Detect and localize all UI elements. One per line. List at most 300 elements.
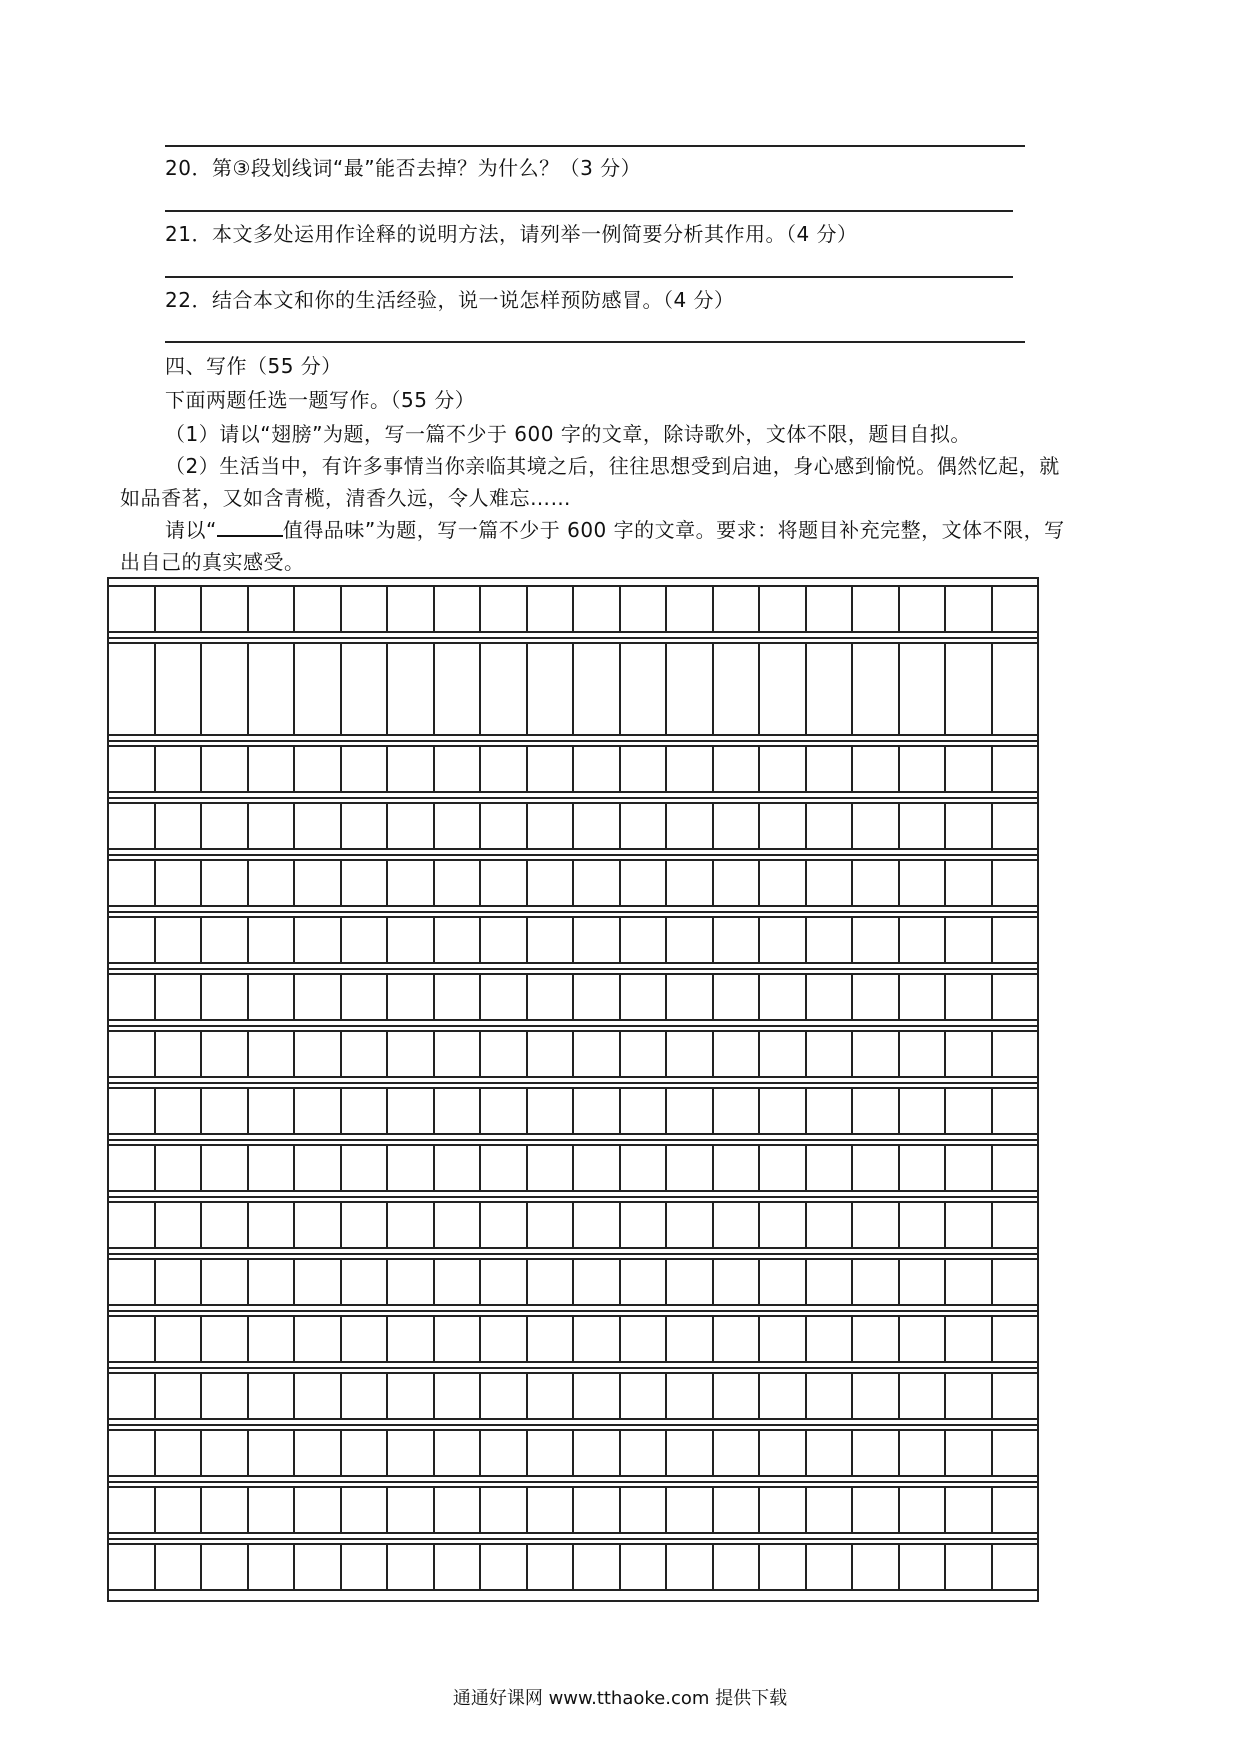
- grid-cell[interactable]: [898, 1372, 945, 1420]
- grid-cell[interactable]: [619, 1030, 666, 1078]
- grid-cell[interactable]: [758, 973, 805, 1021]
- grid-cell[interactable]: [619, 1429, 666, 1477]
- grid-cell[interactable]: [944, 642, 991, 736]
- grid-cell[interactable]: [758, 1486, 805, 1534]
- grid-cell[interactable]: [154, 1543, 201, 1591]
- grid-cell[interactable]: [247, 1372, 294, 1420]
- grid-cell[interactable]: [433, 802, 480, 850]
- grid-cell[interactable]: [433, 642, 480, 736]
- grid-cell[interactable]: [991, 973, 1038, 1021]
- grid-cell[interactable]: [991, 1315, 1038, 1363]
- grid-cell[interactable]: [712, 642, 759, 736]
- grid-cell[interactable]: [619, 802, 666, 850]
- grid-cell[interactable]: [712, 916, 759, 964]
- grid-cell[interactable]: [665, 916, 712, 964]
- grid-cell[interactable]: [479, 859, 526, 907]
- grid-cell[interactable]: [898, 802, 945, 850]
- grid-cell[interactable]: [293, 1543, 340, 1591]
- grid-cell[interactable]: [200, 859, 247, 907]
- grid-cell[interactable]: [572, 1144, 619, 1192]
- grid-cell[interactable]: [340, 1543, 387, 1591]
- grid-cell[interactable]: [386, 745, 433, 793]
- grid-cell[interactable]: [200, 916, 247, 964]
- grid-cell[interactable]: [898, 1201, 945, 1249]
- grid-cell[interactable]: [154, 1429, 201, 1477]
- grid-cell[interactable]: [154, 745, 201, 793]
- grid-cell[interactable]: [526, 1315, 573, 1363]
- grid-cell[interactable]: [386, 585, 433, 633]
- grid-cell[interactable]: [572, 1315, 619, 1363]
- grid-cell[interactable]: [572, 1087, 619, 1135]
- grid-cell[interactable]: [479, 1201, 526, 1249]
- grid-cell[interactable]: [572, 1429, 619, 1477]
- grid-cell[interactable]: [898, 916, 945, 964]
- grid-cell[interactable]: [386, 1315, 433, 1363]
- grid-cell[interactable]: [619, 973, 666, 1021]
- grid-cell[interactable]: [944, 916, 991, 964]
- grid-cell[interactable]: [109, 642, 154, 736]
- grid-cell[interactable]: [851, 916, 898, 964]
- grid-cell[interactable]: [293, 859, 340, 907]
- grid-cell[interactable]: [712, 859, 759, 907]
- grid-cell[interactable]: [851, 1486, 898, 1534]
- grid-cell[interactable]: [851, 1144, 898, 1192]
- grid-cell[interactable]: [991, 802, 1038, 850]
- grid-cell[interactable]: [619, 1372, 666, 1420]
- grid-cell[interactable]: [200, 1087, 247, 1135]
- grid-cell[interactable]: [479, 1315, 526, 1363]
- grid-cell[interactable]: [154, 1486, 201, 1534]
- grid-cell[interactable]: [851, 1201, 898, 1249]
- grid-cell[interactable]: [386, 973, 433, 1021]
- grid-cell[interactable]: [200, 1372, 247, 1420]
- grid-cell[interactable]: [247, 1030, 294, 1078]
- grid-cell[interactable]: [851, 1087, 898, 1135]
- grid-cell[interactable]: [712, 802, 759, 850]
- grid-cell[interactable]: [200, 1144, 247, 1192]
- grid-cell[interactable]: [247, 1258, 294, 1306]
- grid-cell[interactable]: [526, 973, 573, 1021]
- grid-cell[interactable]: [572, 585, 619, 633]
- grid-cell[interactable]: [386, 1030, 433, 1078]
- grid-cell[interactable]: [572, 916, 619, 964]
- grid-cell[interactable]: [526, 1486, 573, 1534]
- grid-cell[interactable]: [898, 1258, 945, 1306]
- grid-cell[interactable]: [109, 916, 154, 964]
- grid-cell[interactable]: [526, 1144, 573, 1192]
- grid-cell[interactable]: [433, 859, 480, 907]
- grid-cell[interactable]: [247, 585, 294, 633]
- grid-cell[interactable]: [758, 745, 805, 793]
- grid-cell[interactable]: [200, 585, 247, 633]
- grid-cell[interactable]: [479, 1429, 526, 1477]
- grid-cell[interactable]: [665, 973, 712, 1021]
- grid-cell[interactable]: [154, 859, 201, 907]
- grid-cell[interactable]: [665, 1315, 712, 1363]
- grid-cell[interactable]: [247, 1486, 294, 1534]
- grid-cell[interactable]: [665, 1543, 712, 1591]
- grid-cell[interactable]: [991, 1144, 1038, 1192]
- grid-cell[interactable]: [200, 642, 247, 736]
- grid-cell[interactable]: [433, 1372, 480, 1420]
- grid-cell[interactable]: [526, 585, 573, 633]
- grid-cell[interactable]: [758, 1087, 805, 1135]
- grid-cell[interactable]: [944, 1429, 991, 1477]
- grid-cell[interactable]: [109, 1144, 154, 1192]
- grid-cell[interactable]: [572, 802, 619, 850]
- grid-cell[interactable]: [293, 1087, 340, 1135]
- grid-cell[interactable]: [526, 916, 573, 964]
- grid-cell[interactable]: [386, 642, 433, 736]
- grid-cell[interactable]: [619, 745, 666, 793]
- grid-cell[interactable]: [944, 1486, 991, 1534]
- grid-cell[interactable]: [805, 916, 852, 964]
- grid-cell[interactable]: [479, 1144, 526, 1192]
- grid-cell[interactable]: [247, 1201, 294, 1249]
- grid-cell[interactable]: [619, 1201, 666, 1249]
- grid-cell[interactable]: [665, 1486, 712, 1534]
- grid-cell[interactable]: [526, 1201, 573, 1249]
- grid-cell[interactable]: [340, 802, 387, 850]
- grid-cell[interactable]: [433, 1144, 480, 1192]
- grid-cell[interactable]: [898, 1543, 945, 1591]
- grid-cell[interactable]: [944, 1030, 991, 1078]
- grid-cell[interactable]: [758, 585, 805, 633]
- grid-cell[interactable]: [805, 1201, 852, 1249]
- grid-cell[interactable]: [898, 745, 945, 793]
- grid-cell[interactable]: [479, 745, 526, 793]
- grid-cell[interactable]: [572, 1486, 619, 1534]
- grid-cell[interactable]: [851, 1429, 898, 1477]
- grid-cell[interactable]: [805, 1543, 852, 1591]
- grid-cell[interactable]: [944, 585, 991, 633]
- grid-cell[interactable]: [247, 802, 294, 850]
- grid-cell[interactable]: [247, 859, 294, 907]
- grid-cell[interactable]: [944, 973, 991, 1021]
- grid-cell[interactable]: [386, 916, 433, 964]
- grid-cell[interactable]: [479, 1543, 526, 1591]
- grid-cell[interactable]: [386, 802, 433, 850]
- grid-cell[interactable]: [805, 1315, 852, 1363]
- grid-cell[interactable]: [572, 1201, 619, 1249]
- grid-cell[interactable]: [572, 642, 619, 736]
- grid-cell[interactable]: [526, 1372, 573, 1420]
- grid-cell[interactable]: [758, 1144, 805, 1192]
- grid-cell[interactable]: [386, 1486, 433, 1534]
- grid-cell[interactable]: [109, 1087, 154, 1135]
- grid-cell[interactable]: [433, 585, 480, 633]
- grid-cell[interactable]: [665, 745, 712, 793]
- grid-cell[interactable]: [665, 802, 712, 850]
- grid-cell[interactable]: [154, 1315, 201, 1363]
- grid-cell[interactable]: [851, 859, 898, 907]
- grid-cell[interactable]: [200, 1429, 247, 1477]
- grid-cell[interactable]: [109, 1543, 154, 1591]
- grid-cell[interactable]: [712, 1144, 759, 1192]
- grid-cell[interactable]: [572, 859, 619, 907]
- grid-cell[interactable]: [200, 1258, 247, 1306]
- grid-cell[interactable]: [386, 1372, 433, 1420]
- grid-cell[interactable]: [805, 1087, 852, 1135]
- grid-cell[interactable]: [758, 642, 805, 736]
- grid-cell[interactable]: [433, 1315, 480, 1363]
- grid-cell[interactable]: [200, 1486, 247, 1534]
- grid-cell[interactable]: [758, 1429, 805, 1477]
- grid-cell[interactable]: [851, 585, 898, 633]
- grid-cell[interactable]: [479, 802, 526, 850]
- grid-cell[interactable]: [340, 1030, 387, 1078]
- grid-cell[interactable]: [851, 1372, 898, 1420]
- grid-cell[interactable]: [340, 745, 387, 793]
- grid-cell[interactable]: [665, 859, 712, 907]
- grid-cell[interactable]: [340, 1258, 387, 1306]
- grid-cell[interactable]: [898, 1030, 945, 1078]
- grid-cell[interactable]: [340, 1372, 387, 1420]
- grid-cell[interactable]: [851, 745, 898, 793]
- grid-cell[interactable]: [944, 1315, 991, 1363]
- grid-cell[interactable]: [805, 1030, 852, 1078]
- grid-cell[interactable]: [572, 973, 619, 1021]
- grid-cell[interactable]: [154, 1144, 201, 1192]
- grid-cell[interactable]: [293, 1429, 340, 1477]
- grid-cell[interactable]: [572, 1258, 619, 1306]
- grid-cell[interactable]: [526, 1030, 573, 1078]
- grid-cell[interactable]: [247, 642, 294, 736]
- grid-cell[interactable]: [433, 745, 480, 793]
- grid-cell[interactable]: [712, 585, 759, 633]
- grid-cell[interactable]: [433, 973, 480, 1021]
- grid-cell[interactable]: [109, 1372, 154, 1420]
- grid-cell[interactable]: [247, 1087, 294, 1135]
- grid-cell[interactable]: [805, 802, 852, 850]
- grid-cell[interactable]: [758, 1315, 805, 1363]
- grid-cell[interactable]: [758, 859, 805, 907]
- grid-cell[interactable]: [805, 859, 852, 907]
- grid-cell[interactable]: [293, 1144, 340, 1192]
- grid-cell[interactable]: [200, 745, 247, 793]
- grid-cell[interactable]: [991, 1372, 1038, 1420]
- grid-cell[interactable]: [109, 745, 154, 793]
- grid-cell[interactable]: [293, 1258, 340, 1306]
- grid-cell[interactable]: [944, 1087, 991, 1135]
- grid-cell[interactable]: [293, 916, 340, 964]
- grid-cell[interactable]: [665, 642, 712, 736]
- grid-cell[interactable]: [991, 642, 1038, 736]
- grid-cell[interactable]: [805, 1258, 852, 1306]
- grid-cell[interactable]: [619, 1315, 666, 1363]
- grid-cell[interactable]: [340, 1144, 387, 1192]
- grid-cell[interactable]: [665, 1258, 712, 1306]
- grid-cell[interactable]: [619, 642, 666, 736]
- grid-cell[interactable]: [898, 1486, 945, 1534]
- grid-cell[interactable]: [572, 1543, 619, 1591]
- grid-cell[interactable]: [944, 745, 991, 793]
- grid-cell[interactable]: [433, 1486, 480, 1534]
- grid-cell[interactable]: [898, 642, 945, 736]
- grid-cell[interactable]: [479, 1087, 526, 1135]
- grid-cell[interactable]: [247, 916, 294, 964]
- grid-cell[interactable]: [154, 1087, 201, 1135]
- grid-cell[interactable]: [944, 1258, 991, 1306]
- grid-cell[interactable]: [619, 1258, 666, 1306]
- grid-cell[interactable]: [805, 1429, 852, 1477]
- grid-cell[interactable]: [805, 585, 852, 633]
- grid-cell[interactable]: [991, 1258, 1038, 1306]
- grid-cell[interactable]: [851, 1258, 898, 1306]
- grid-cell[interactable]: [154, 642, 201, 736]
- grid-cell[interactable]: [712, 1486, 759, 1534]
- grid-cell[interactable]: [526, 859, 573, 907]
- grid-cell[interactable]: [433, 1543, 480, 1591]
- grid-cell[interactable]: [944, 802, 991, 850]
- grid-cell[interactable]: [109, 1429, 154, 1477]
- grid-cell[interactable]: [712, 1087, 759, 1135]
- grid-cell[interactable]: [898, 1315, 945, 1363]
- grid-cell[interactable]: [619, 859, 666, 907]
- grid-cell[interactable]: [526, 802, 573, 850]
- grid-cell[interactable]: [991, 859, 1038, 907]
- grid-cell[interactable]: [109, 1258, 154, 1306]
- grid-cell[interactable]: [758, 1201, 805, 1249]
- grid-cell[interactable]: [944, 1372, 991, 1420]
- grid-cell[interactable]: [340, 1315, 387, 1363]
- grid-cell[interactable]: [944, 1543, 991, 1591]
- grid-cell[interactable]: [851, 1543, 898, 1591]
- grid-cell[interactable]: [665, 1144, 712, 1192]
- grid-cell[interactable]: [200, 802, 247, 850]
- grid-cell[interactable]: [340, 1486, 387, 1534]
- grid-cell[interactable]: [712, 1201, 759, 1249]
- grid-cell[interactable]: [386, 1429, 433, 1477]
- grid-cell[interactable]: [851, 642, 898, 736]
- grid-cell[interactable]: [526, 1258, 573, 1306]
- grid-cell[interactable]: [991, 585, 1038, 633]
- grid-cell[interactable]: [247, 973, 294, 1021]
- grid-cell[interactable]: [758, 916, 805, 964]
- grid-cell[interactable]: [154, 916, 201, 964]
- grid-cell[interactable]: [479, 1030, 526, 1078]
- grid-cell[interactable]: [200, 1315, 247, 1363]
- grid-cell[interactable]: [526, 1543, 573, 1591]
- grid-cell[interactable]: [712, 1315, 759, 1363]
- grid-cell[interactable]: [109, 973, 154, 1021]
- grid-cell[interactable]: [109, 859, 154, 907]
- grid-cell[interactable]: [758, 1372, 805, 1420]
- grid-cell[interactable]: [479, 973, 526, 1021]
- grid-cell[interactable]: [712, 973, 759, 1021]
- grid-cell[interactable]: [805, 745, 852, 793]
- grid-cell[interactable]: [619, 585, 666, 633]
- grid-cell[interactable]: [991, 1543, 1038, 1591]
- grid-cell[interactable]: [154, 802, 201, 850]
- grid-cell[interactable]: [991, 1486, 1038, 1534]
- grid-cell[interactable]: [340, 642, 387, 736]
- grid-cell[interactable]: [340, 1429, 387, 1477]
- grid-cell[interactable]: [433, 1429, 480, 1477]
- grid-cell[interactable]: [109, 1030, 154, 1078]
- grid-cell[interactable]: [293, 1486, 340, 1534]
- grid-cell[interactable]: [109, 1486, 154, 1534]
- grid-cell[interactable]: [479, 1258, 526, 1306]
- grid-cell[interactable]: [433, 916, 480, 964]
- grid-cell[interactable]: [712, 1429, 759, 1477]
- grid-cell[interactable]: [479, 1372, 526, 1420]
- grid-cell[interactable]: [386, 1144, 433, 1192]
- grid-cell[interactable]: [665, 585, 712, 633]
- grid-cell[interactable]: [293, 745, 340, 793]
- grid-cell[interactable]: [665, 1429, 712, 1477]
- grid-cell[interactable]: [293, 585, 340, 633]
- grid-cell[interactable]: [619, 1543, 666, 1591]
- grid-cell[interactable]: [154, 973, 201, 1021]
- grid-cell[interactable]: [154, 1372, 201, 1420]
- grid-cell[interactable]: [109, 1315, 154, 1363]
- grid-cell[interactable]: [200, 1201, 247, 1249]
- grid-cell[interactable]: [851, 973, 898, 1021]
- grid-cell[interactable]: [991, 1201, 1038, 1249]
- grid-cell[interactable]: [898, 859, 945, 907]
- grid-cell[interactable]: [991, 1429, 1038, 1477]
- grid-cell[interactable]: [433, 1087, 480, 1135]
- grid-cell[interactable]: [526, 642, 573, 736]
- grid-cell[interactable]: [898, 585, 945, 633]
- grid-cell[interactable]: [572, 1030, 619, 1078]
- grid-cell[interactable]: [154, 1201, 201, 1249]
- grid-cell[interactable]: [386, 1201, 433, 1249]
- grid-cell[interactable]: [340, 1087, 387, 1135]
- grid-cell[interactable]: [154, 1030, 201, 1078]
- grid-cell[interactable]: [991, 916, 1038, 964]
- grid-cell[interactable]: [247, 1315, 294, 1363]
- grid-cell[interactable]: [805, 1486, 852, 1534]
- grid-cell[interactable]: [944, 1144, 991, 1192]
- grid-cell[interactable]: [712, 745, 759, 793]
- grid-cell[interactable]: [944, 1201, 991, 1249]
- grid-cell[interactable]: [433, 1030, 480, 1078]
- grid-cell[interactable]: [479, 1486, 526, 1534]
- grid-cell[interactable]: [898, 973, 945, 1021]
- grid-cell[interactable]: [247, 1144, 294, 1192]
- grid-cell[interactable]: [619, 1486, 666, 1534]
- grid-cell[interactable]: [154, 585, 201, 633]
- grid-cell[interactable]: [898, 1144, 945, 1192]
- grid-cell[interactable]: [200, 1543, 247, 1591]
- grid-cell[interactable]: [479, 642, 526, 736]
- grid-cell[interactable]: [386, 1258, 433, 1306]
- grid-cell[interactable]: [386, 859, 433, 907]
- grid-cell[interactable]: [386, 1543, 433, 1591]
- grid-cell[interactable]: [898, 1429, 945, 1477]
- grid-cell[interactable]: [293, 1372, 340, 1420]
- grid-cell[interactable]: [433, 1258, 480, 1306]
- grid-cell[interactable]: [851, 1030, 898, 1078]
- grid-cell[interactable]: [572, 1372, 619, 1420]
- grid-cell[interactable]: [898, 1087, 945, 1135]
- grid-cell[interactable]: [805, 1372, 852, 1420]
- grid-cell[interactable]: [109, 802, 154, 850]
- grid-cell[interactable]: [851, 802, 898, 850]
- grid-cell[interactable]: [758, 802, 805, 850]
- grid-cell[interactable]: [665, 1087, 712, 1135]
- grid-cell[interactable]: [386, 1087, 433, 1135]
- grid-cell[interactable]: [293, 642, 340, 736]
- grid-cell[interactable]: [991, 1030, 1038, 1078]
- grid-cell[interactable]: [293, 1315, 340, 1363]
- grid-cell[interactable]: [712, 1258, 759, 1306]
- grid-cell[interactable]: [712, 1543, 759, 1591]
- grid-cell[interactable]: [805, 642, 852, 736]
- grid-cell[interactable]: [758, 1258, 805, 1306]
